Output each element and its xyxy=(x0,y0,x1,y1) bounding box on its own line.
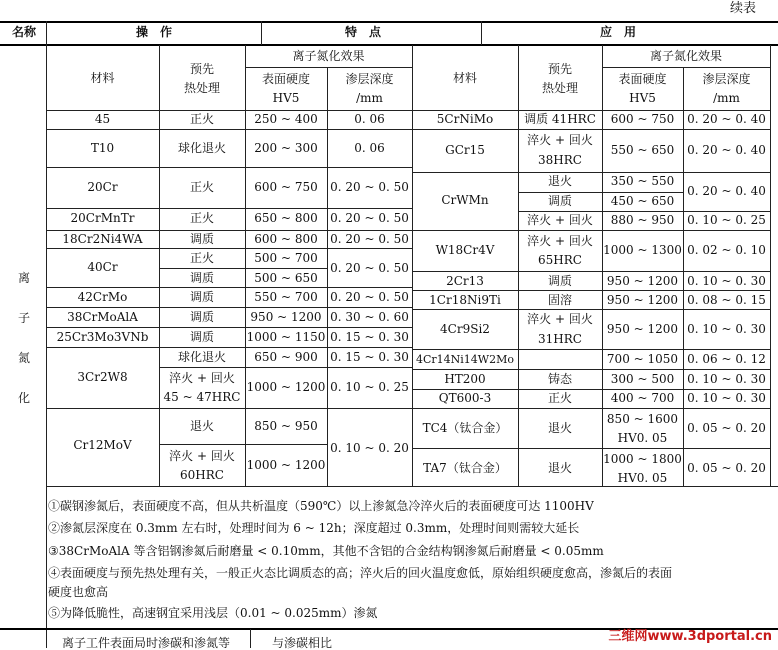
table-cell: 950 ~ 1200 xyxy=(606,322,679,336)
table-cell: 20Cr xyxy=(87,180,118,194)
table-cell: 950 ~ 1200 xyxy=(606,274,679,288)
note-3: ③38CrMoAlA 等含铝钢渗氮后耐磨量 < 0.10mm，其他不含铝的合金结构钢渗氮后耐磨量 < 0.05mm xyxy=(48,544,604,558)
footer-partial-left: 离子工件表面局时渗碳和渗氮等 xyxy=(62,636,231,650)
table-cell: 0. 15 ~ 0. 30 xyxy=(330,350,409,364)
table-cell: 25Cr3Mo3VNb xyxy=(56,330,149,344)
table-cell: 5CrNiMo xyxy=(436,112,494,126)
table-cell: 500 ~ 700 xyxy=(254,251,318,265)
table-cell: 300 ~ 500 xyxy=(610,372,675,386)
table-cell: 正火 xyxy=(189,211,214,225)
table-cell: 淬火 + 回火 xyxy=(527,133,593,147)
col-material-right: 材料 xyxy=(452,71,477,85)
table-cell: 0. 10 ~ 0. 30 xyxy=(687,322,766,336)
side-label-3: 氮 xyxy=(18,351,31,365)
table-cell: 1Cr18Ni9Ti xyxy=(429,293,501,307)
side-label-1: 离 xyxy=(18,271,31,285)
note-2: ②渗氮层深度在 0.3mm 左右时，处理时间为 6 ~ 12h；深度超过 0.3mm，处理时间则需较大延长 xyxy=(48,521,580,535)
table-cell: 200 ~ 300 xyxy=(254,141,318,155)
table-cell: 0. 20 ~ 0. 40 xyxy=(687,112,766,126)
table-cell: 0. 30 ~ 0. 60 xyxy=(330,310,409,324)
table-cell: GCr15 xyxy=(445,143,485,157)
col-material-left: 材料 xyxy=(90,71,115,85)
table-cell: HT200 xyxy=(444,372,486,386)
table-cell: 0. 06 xyxy=(354,141,385,155)
table-cell: 调质 41HRC xyxy=(524,112,596,126)
table-cell: 880 ~ 950 xyxy=(610,213,675,227)
table-cell: 600 ~ 750 xyxy=(610,112,675,126)
table-cell: HV0. 05 xyxy=(617,471,668,485)
table-cell: 38CrMoAlA xyxy=(67,310,138,324)
table-cell: 1000 ~ 1800 xyxy=(603,452,682,466)
table-cell: 0. 10 ~ 0. 30 xyxy=(687,372,766,386)
header-name: 名称 xyxy=(12,25,37,39)
table-cell: 550 ~ 650 xyxy=(610,143,675,157)
table-cell: 500 ~ 650 xyxy=(254,271,318,285)
table-cell: 0. 20 ~ 0. 40 xyxy=(687,143,766,157)
table-cell: 31HRC xyxy=(538,332,582,346)
note-1: ①碳钢渗氮后，表面硬度不高，但从共析温度（590℃）以上渗氮急冷淬火后的表面硬度可达 1100HV xyxy=(48,499,594,513)
table-cell: 正火 xyxy=(189,180,214,194)
header-application: 应 用 xyxy=(600,25,637,39)
table-cell: 0. 20 ~ 0. 50 xyxy=(330,261,409,275)
table-cell: 调质 xyxy=(189,310,214,324)
table-cell: 正火 xyxy=(189,251,214,265)
table-cell: 850 ~ 1600 xyxy=(606,412,679,426)
header-operation: 操 作 xyxy=(136,25,173,39)
table-cell: 淬火 + 回火 xyxy=(527,312,593,326)
table-cell: 650 ~ 900 xyxy=(254,350,318,364)
table-cell: 0. 06 ~ 0. 12 xyxy=(687,352,766,366)
table-cell: TC4（钛合金） xyxy=(422,421,508,435)
table-cell: 4Cr9Si2 xyxy=(440,322,490,336)
table-cell: 淬火 + 回火 xyxy=(527,234,593,248)
table-cell: 0. 20 ~ 0. 50 xyxy=(330,180,409,194)
table-cell: 调质 xyxy=(547,274,572,288)
table-cell: 0. 20 ~ 0. 50 xyxy=(330,290,409,304)
table-cell: 250 ~ 400 xyxy=(254,112,318,126)
table-cell: 18Cr2Ni4WA xyxy=(62,232,143,246)
table-cell: 40Cr xyxy=(87,260,118,274)
table-cell: 调质 xyxy=(189,290,214,304)
table-cell: CrWMn xyxy=(441,193,489,207)
table-cell: QT600-3 xyxy=(438,391,492,405)
table-cell: TA7（钛合金） xyxy=(423,461,507,475)
table-cell: 淬火 + 回火 xyxy=(169,371,235,385)
table-cell: 0. 20 ~ 0. 40 xyxy=(687,184,766,198)
table-cell: 0. 10 ~ 0. 30 xyxy=(687,391,766,405)
table-cell: 60HRC xyxy=(180,468,224,482)
table-cell: 淬火 + 回火 xyxy=(527,213,593,227)
table-cell: W18Cr4V xyxy=(435,243,495,257)
table-cell: 3Cr2W8 xyxy=(77,370,128,384)
table-cell: 650 ~ 800 xyxy=(254,211,318,225)
table-cell: 950 ~ 1200 xyxy=(250,310,322,324)
table-cell: 调质 xyxy=(189,271,214,285)
table-cell: 450 ~ 650 xyxy=(610,194,675,208)
table-cell: 38HRC xyxy=(538,153,582,167)
table-cell: 球化退火 xyxy=(177,350,226,364)
table-cell: 调质 xyxy=(189,330,214,344)
table-cell: 0. 06 xyxy=(354,112,385,126)
header-feature: 特 点 xyxy=(345,25,382,39)
table-cell: 1000 ~ 1200 xyxy=(246,458,326,472)
table-cell: 20CrMnTr xyxy=(70,211,135,225)
table-cell: 1000 ~ 1200 xyxy=(246,380,326,394)
table-cell: 550 ~ 700 xyxy=(254,290,318,304)
table-cell: 700 ~ 1050 xyxy=(606,352,679,366)
header-bottom-border xyxy=(0,44,778,46)
table-cell: 950 ~ 1200 xyxy=(606,293,679,307)
table-cell: 0. 10 ~ 0. 20 xyxy=(330,441,409,455)
table-cell: 0. 02 ~ 0. 10 xyxy=(687,243,766,257)
table-cell: 0. 08 ~ 0. 15 xyxy=(687,293,766,307)
table-cell: 0. 20 ~ 0. 50 xyxy=(330,211,409,225)
table-cell: 淬火 + 回火 xyxy=(169,449,235,463)
table-cell: 2Cr13 xyxy=(446,274,484,288)
table-cell: 0. 10 ~ 0. 25 xyxy=(687,213,766,227)
table-cell: 退火 xyxy=(189,419,214,433)
table-cell: 350 ~ 550 xyxy=(610,174,675,188)
table-cell: 球化退火 xyxy=(177,141,226,155)
table-cell: 0. 10 ~ 0. 30 xyxy=(687,274,766,288)
note-4: ④表面硬度与预先热处理有关，一般正火态比调质态的高；淬火后的回火温度愈低，原始组织硬度愈高，渗氮后的表面 xyxy=(48,566,673,580)
table-cell: 退火 xyxy=(547,174,572,188)
table-cell: 调质 xyxy=(547,194,572,208)
table-cell: 退火 xyxy=(547,461,572,475)
table-cell: 铸态 xyxy=(547,372,572,386)
table-cell: 正火 xyxy=(189,112,214,126)
note-5: ⑤为降低脆性，高速钢宜采用浅层（0.01 ~ 0.025mm）渗氮 xyxy=(48,606,378,620)
table-cell: Cr12MoV xyxy=(73,438,132,452)
table-cell: 65HRC xyxy=(538,253,582,267)
table-cell: 600 ~ 800 xyxy=(254,232,318,246)
note-4-cont: 硬度也愈高 xyxy=(48,585,109,599)
mid-divider xyxy=(412,45,413,486)
table-cell: 0. 05 ~ 0. 20 xyxy=(687,461,766,475)
effect-header-left: 离子氮化效果 xyxy=(292,49,365,63)
table-cell: 1000 ~ 1150 xyxy=(246,330,326,344)
table-cell: 600 ~ 750 xyxy=(254,180,318,194)
side-label-2: 子 xyxy=(18,311,31,325)
side-label-4: 化 xyxy=(18,391,31,405)
table-cell: 400 ~ 700 xyxy=(610,391,675,405)
watermark: 三维网www.3dportal.cn xyxy=(608,629,772,644)
table-cell: 0. 05 ~ 0. 20 xyxy=(687,421,766,435)
table-cell: 45 xyxy=(94,112,111,126)
effect-header-right: 离子氮化效果 xyxy=(649,49,722,63)
table-cell: 0. 15 ~ 0. 30 xyxy=(330,330,409,344)
table-top-border xyxy=(0,21,778,23)
table-cell: 0. 20 ~ 0. 50 xyxy=(330,232,409,246)
footer-partial-right: 与渗碳相比 xyxy=(272,636,333,650)
table-cell: 42CrMo xyxy=(77,290,128,304)
table-cell: 0. 10 ~ 0. 25 xyxy=(330,380,409,394)
continued-label: 续表 xyxy=(730,1,757,16)
table-cell: 退火 xyxy=(547,421,572,435)
table-cell: HV0. 05 xyxy=(617,431,668,445)
table-cell: 1000 ~ 1300 xyxy=(603,243,682,257)
table-cell: 4Cr14Ni14W2Mo xyxy=(415,353,514,366)
table-cell: T10 xyxy=(90,141,115,155)
table-cell: 正火 xyxy=(547,391,572,405)
table-cell: 调质 xyxy=(189,232,214,246)
table-cell: 850 ~ 950 xyxy=(254,419,318,433)
table-cell: 固溶 xyxy=(547,293,572,307)
table-cell: 45 ~ 47HRC xyxy=(163,390,241,404)
